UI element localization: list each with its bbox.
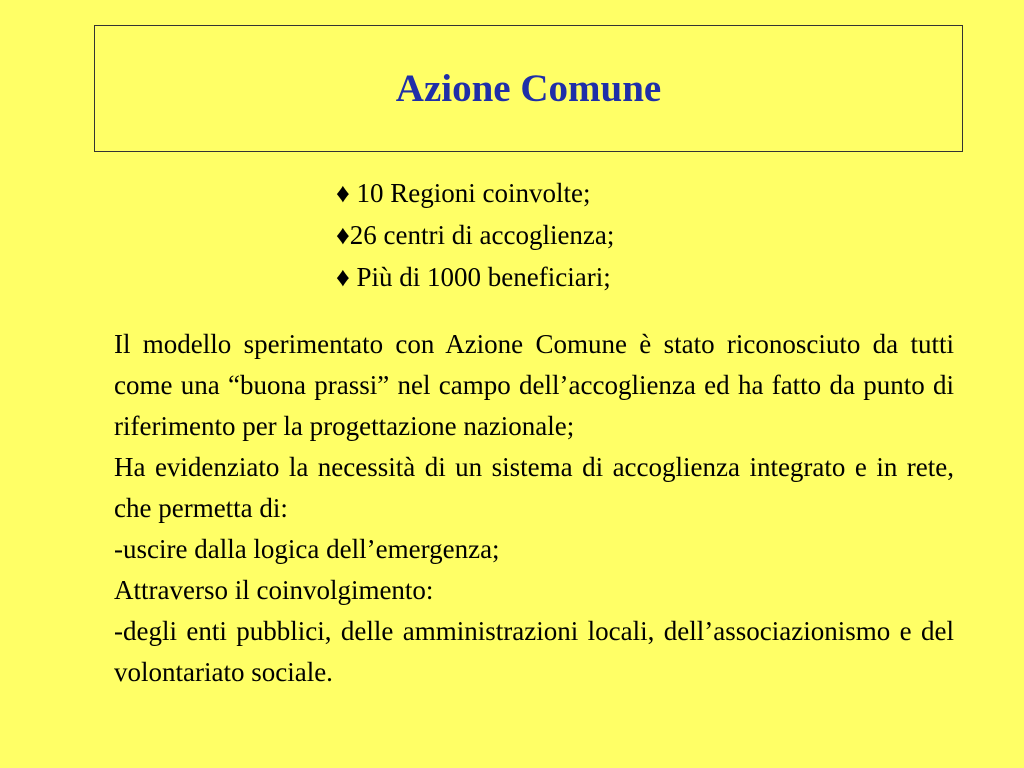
paragraph-model: Il modello sperimentato con Azione Comune è stato riconosciuto da tutti come una “buona prassi” nel campo dell’accoglienza ed ha fatto da punto di riferimento per la progettazione nazionale;: [114, 329, 954, 441]
slide-title: Azione Comune: [395, 67, 662, 110]
bullet-item-beneficiaries: ♦ Più di 1000 beneficiari;: [336, 262, 611, 292]
title-box: [94, 25, 963, 152]
paragraph-emergency: -uscire dalla logica dell’emergenza;: [114, 534, 500, 564]
paragraph-involvement: Attraverso il coinvolgimento:: [114, 575, 434, 605]
paragraph-entities: -degli enti pubblici, delle amministrazioni locali, dell’associazionismo e del volontariato sociale.: [114, 616, 954, 687]
paragraph-need: Ha evidenziato la necessità di un sistema di accoglienza integrato e in rete, che permetta di:: [114, 452, 954, 523]
bullet-item-centers: ♦26 centri di accoglienza;: [336, 220, 615, 250]
bullet-item-regions: ♦ 10 Regioni coinvolte;: [336, 178, 591, 208]
bullet-list: [336, 172, 736, 298]
body-text: [114, 324, 954, 693]
